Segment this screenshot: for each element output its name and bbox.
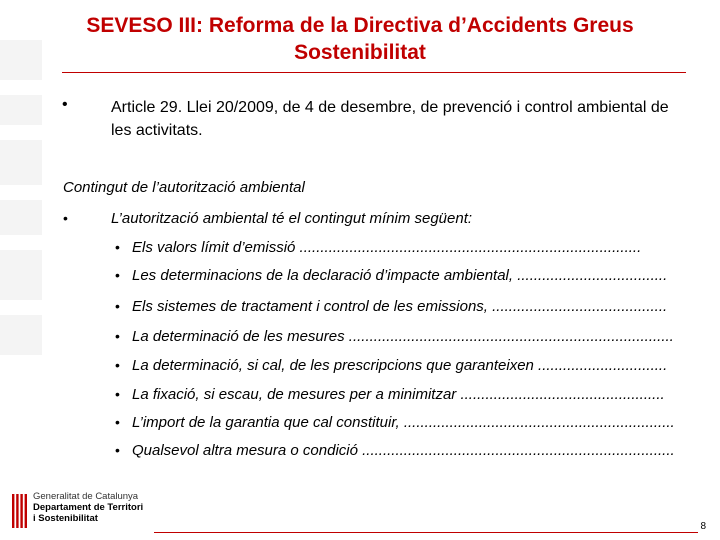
list-item [115,239,695,261]
watermark-vertical-decoration [0,40,54,370]
organization-name [33,491,143,524]
list-item [115,442,695,464]
slide-title [20,12,700,66]
list-item-text: La determinació, si cal, de les prescripcions que garanteixen ............................... [132,357,668,374]
list-item-text: La fixació, si escau, de mesures per a minimitzar ................................................. [132,386,665,403]
section-label: Contingut de l’autorització ambiental [63,179,305,196]
bullet-icon: • [115,239,120,255]
list-item-text: L’import de la garantia que cal constituir, ................................................................. [132,414,675,431]
list-item [115,357,695,379]
list-item-text: Els sistemes de tractament i control de les emissions, .......................................... [132,298,668,315]
bullet-icon: • [115,267,120,283]
bullet-icon: • [115,386,120,402]
bullet-icon: • [115,298,120,314]
bullet-icon: • [115,328,120,344]
list-item [115,414,695,436]
bullet-icon: • [115,414,120,430]
intro-text: L’autorització ambiental té el contingut mínim següent: [111,210,473,227]
title-line-1: SEVESO III: Reforma de la Directiva d’Accidents Greus [86,14,634,37]
list-item-text: Qualsevol altra mesura o condició ........................................................................... [132,442,675,459]
list-item-text: Els valors límit d’emissió .................................................................................. [132,239,642,256]
bullet-icon: • [63,210,68,226]
bullet-icon: • [62,96,68,113]
org-line-2: Departament de Territori [33,502,144,513]
title-divider [62,72,686,73]
catalan-flag-emblem-icon [10,492,30,530]
footer-divider [154,532,698,533]
org-line-1: Generalitat de Catalunya [33,491,139,502]
list-item [115,298,695,320]
bullet-icon: • [115,442,120,458]
generalitat-logo [10,490,150,534]
list-item-text: Les determinacions de la declaració d’impacte ambiental, .................................... [132,267,668,284]
list-item-text: La determinació de les mesures .............................................................................. [132,328,674,345]
bullet-icon: • [115,357,120,373]
list-item [115,386,695,408]
list-item [115,328,695,350]
page-number: 8 [700,521,706,532]
org-line-3: i Sostenibilitat [33,513,98,524]
list-item [115,267,695,289]
title-line-2: Sostenibilitat [294,41,426,64]
article-text: Article 29. Llei 20/2009, de 4 de desembre, de prevenció i control ambiental de les activitats. [111,99,669,139]
